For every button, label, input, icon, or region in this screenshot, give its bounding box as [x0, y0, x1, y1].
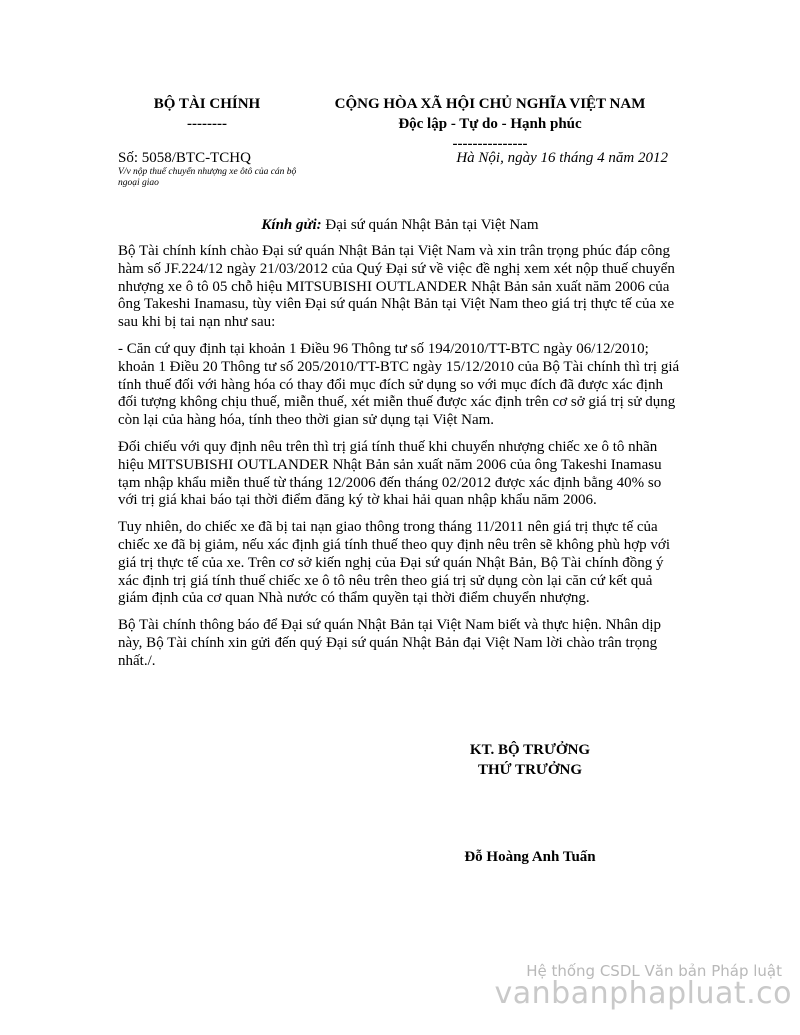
document-subject: V/v nộp thuế chuyển nhượng xe ôtô của cán bộ ngoại giao: [118, 167, 297, 188]
signature-title-2: THỨ TRƯỞNG: [477, 762, 583, 778]
nation-name: CỘNG HÒA XÃ HỘI CHỦ NGHĨA VIỆT NAM: [334, 96, 646, 112]
watermark-caption: Hệ thống CSDL Văn bản Pháp luật: [526, 962, 782, 980]
body-paragraph: Đối chiếu với quy định nêu trên thì trị giá tính thuế khi chuyển nhượng chiếc xe ô tô nhãn hiệu MITSUBISHI OUTLANDER Nhật Bản sản xuất năm 2006 của ông Takeshi Inamasu tạm nhập khẩu miễn thuế từ tháng 12/2006 đến tháng 02/2012 được xác định bằng 40% so với trị giá khai báo tại thời điểm đăng ký tờ khai hải quan nhập khẩu năm 2006.: [118, 438, 662, 509]
recipient-line: [0, 217, 800, 234]
motto-rule: ---------------: [452, 136, 528, 152]
signer-name: Đỗ Hoàng Anh Tuấn: [464, 849, 596, 865]
agency-rule: --------: [187, 116, 227, 132]
document-number: Số: 5058/BTC-TCHQ: [118, 150, 251, 166]
national-header-block: [300, 94, 680, 154]
agency-name: BỘ TÀI CHÍNH: [153, 96, 261, 112]
body-paragraph: Tuy nhiên, do chiếc xe đã bị tai nạn giao thông trong tháng 11/2011 nên giá trị thực tế của chiếc xe đã bị giảm, nếu xác định giá tính thuế theo quy định nêu trên sẽ không phù hợp với giá trị thực tế của xe. Trên cơ sở kiến nghị của Đại sứ quán Nhật Bản, Bộ Tài chính đồng ý xác định trị giá tính thuế chiếc xe ô tô nêu trên theo giá trị sử dụng còn lại căn cứ kết quả giám định của cơ quan Nhà nước có thẩm quyền tại thời điểm chuyển nhượng.: [118, 519, 670, 607]
body-paragraph: Bộ Tài chính kính chào Đại sứ quán Nhật Bản tại Việt Nam và xin trân trọng phúc đáp công hàm số JF.224/12 ngày 21/03/2012 của Quý Đại sứ về việc đề nghị xem xét nộp thuế chuyển nhượng xe ô tô 05 chỗ hiệu MITSUBISHI OUTLANDER Nhật Bản sản xuất năm 2006 của ông Takeshi Inamasu, tùy viên Đại sứ quán Nhật Bản tại Việt Nam theo giá trị thực tế của xe sau khi bị tai nạn như sau:: [118, 243, 675, 331]
issuing-agency-block: [118, 94, 296, 134]
signature-block: [430, 740, 630, 780]
national-motto: Độc lập - Tự do - Hạnh phúc: [398, 116, 582, 132]
body-paragraph: - Căn cứ quy định tại khoản 1 Điều 96 Thông tư số 194/2010/TT-BTC ngày 06/12/2010; khoản 1 Điều 20 Thông tư số 205/2010/TT-BTC ngày 15/12/2010 của Bộ Tài chính thì trị giá tính thuế đối với hàng hóa có thay đổi mục đích sử dụng so với mục đích đã được xác định đối tượng không chịu thuế, miễn thuế, xét miễn thuế được xác định trên cơ sở giá trị sử dụng còn lại của hàng hóa, tính theo thời gian sử dụng tại Việt Nam.: [118, 340, 680, 429]
recipient-name: Đại sứ quán Nhật Bản tại Việt Nam: [325, 217, 539, 233]
recipient-label: Kính gửi:: [261, 217, 322, 233]
signature-title-1: KT. BỘ TRƯỞNG: [469, 742, 591, 758]
watermark-site: vanbanphapluat.co: [494, 976, 792, 1011]
place-date: Hà Nội, ngày 16 tháng 4 năm 2012: [456, 150, 668, 166]
letter-body: [118, 243, 680, 680]
body-paragraph: Bộ Tài chính thông báo để Đại sứ quán Nhật Bản tại Việt Nam biết và thực hiện. Nhân dịp này, Bộ Tài chính xin gửi đến quý Đại sứ quán Nhật Bản đại Việt Nam lời chào trân trọng nhất./.: [118, 617, 662, 669]
